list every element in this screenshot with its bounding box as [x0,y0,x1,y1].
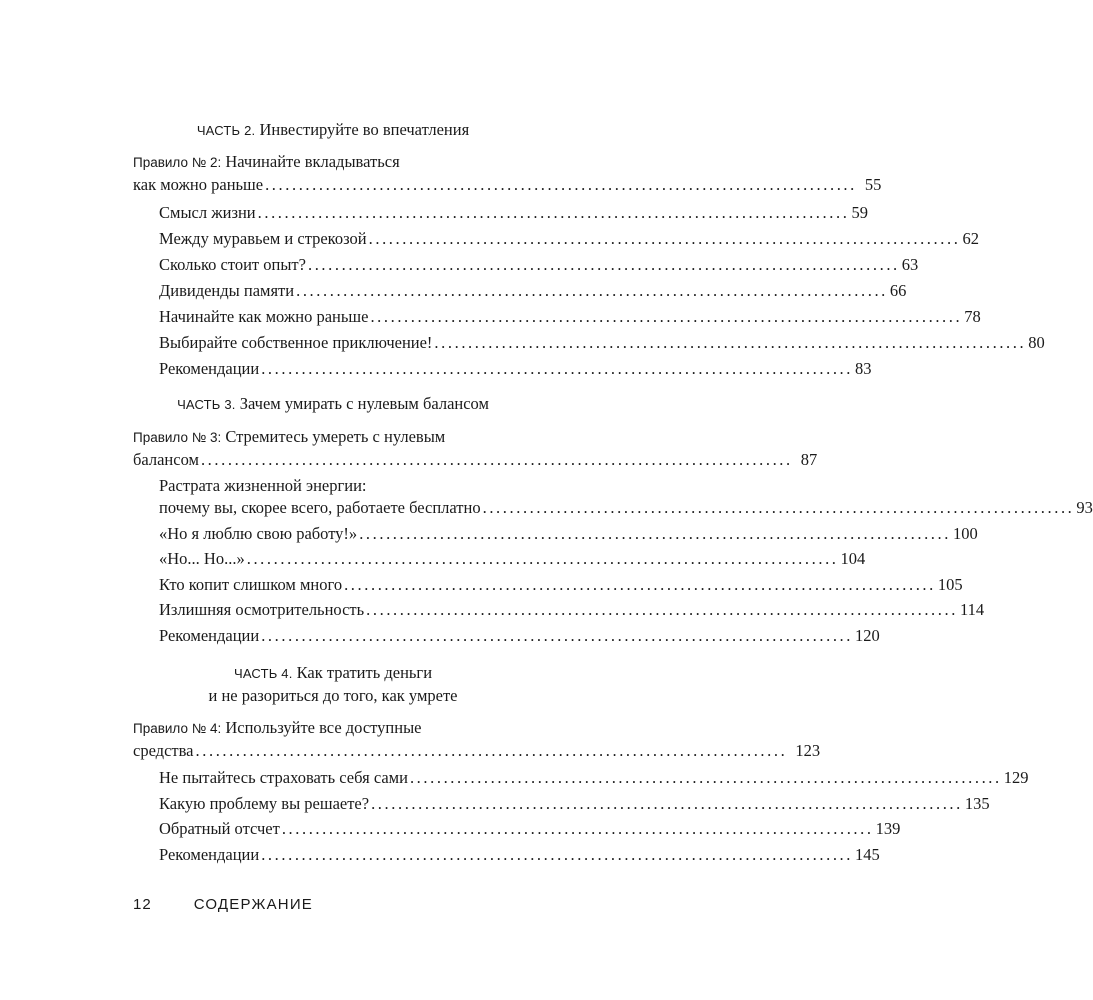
toc-entry-priklyuchenie[interactable] [159,332,1045,354]
toc-entry-page: 135 [964,794,990,813]
toc-entry-page: 83 [855,359,872,378]
toc-entry-title: Начинайте как можно раньше [159,307,369,326]
page-footer [133,896,313,913]
toc-entry-title: Сколько стоит опыт? [159,255,306,274]
toc-entry-dividendy-pamyati[interactable] [159,280,907,302]
toc-entry-page: 104 [840,549,866,568]
toc-entry-rekomendatsii-4[interactable] [159,844,880,866]
toc-entry-title: Дивиденды памяти [159,281,295,300]
toc-entry-strahovat-sebya[interactable] [159,767,1029,789]
rule-2[interactable] [133,151,882,196]
page-number: 12 [133,896,152,913]
rule-4-title-line2: средства [133,741,194,760]
toc-entry-page: 120 [855,626,880,645]
toc-entry-title: Не пытайтесь страховать себя сами [159,768,408,787]
part-2-heading [0,119,666,142]
part-2-label: ЧАСТЬ 2. [196,123,256,138]
leader-dots: ........................................................................................ [200,450,793,469]
toc-entry-skolko-stoit-opyt[interactable] [159,254,919,276]
rule-3-page: 87 [800,450,818,469]
toc-entry-title: почему вы, скорее всего, работаете бесплатно [159,498,481,517]
rule-3-title-line2: балансом [133,450,199,469]
toc-entry-page: 62 [962,229,979,248]
toc-entry-title: Смысл жизни [159,203,256,222]
toc-entry-page: 66 [889,281,907,300]
rule-3-title-line1: Стремитесь умереть с нулевым [225,427,446,446]
toc-entry-muravey-strekoza[interactable] [159,228,979,250]
leader-dots: ........................................................................................ [261,626,854,645]
part-4-title-line1: Как тратить деньги [296,663,433,682]
rule-4[interactable] [133,717,821,762]
toc-entry-page: 63 [901,255,919,274]
toc-entry-obratny-otschet[interactable] [159,818,901,840]
leader-dots: ........................................................................................ [246,549,839,568]
toc-entry-title: Обратный отсчет [159,819,280,838]
rule-2-page: 55 [864,175,882,194]
part-4-heading [0,662,666,707]
toc-entry-title: «Но... Но...» [159,549,245,568]
leader-dots: ........................................................................................ [359,524,951,543]
rule-2-title-line2: как можно раньше [133,175,264,194]
toc-entry-no-no[interactable] [159,548,866,570]
leader-dots: ........................................................................................ [482,498,1075,517]
toc-entry-title: Рекомендации [159,845,260,864]
rule-3[interactable] [133,426,818,471]
rule-4-title-line1: Используйте все доступные [225,718,422,737]
toc-entry-title: Рекомендации [159,359,260,378]
rule-3-label: Правило № 3: [133,430,222,445]
toc-entry-page: 114 [959,600,985,619]
toc-entry-title: «Но я люблю свою работу!» [159,524,358,543]
leader-dots: ........................................................................................ [281,819,874,838]
leader-dots: ........................................................................................ [195,741,788,760]
toc-entry-rekomendatsii-2[interactable] [159,358,872,380]
toc-entry-page: 129 [1003,768,1029,787]
leader-dots: ........................................................................................ [368,229,961,248]
leader-dots: ........................................................................................ [366,600,958,619]
leader-dots: ........................................................................................ [257,203,850,222]
toc-entry-title: Рекомендации [159,626,260,645]
part-2-title: Инвестируйте во впечатления [259,120,470,139]
toc-entry-lyublyu-rabotu[interactable] [159,523,978,545]
leader-dots: ........................................................................................ [296,281,888,300]
leader-dots: ........................................................................................ [265,175,857,194]
leader-dots: ........................................................................................ [409,768,1002,787]
part-4-title-line2: и не разориться до того, как умрете [208,686,458,705]
leader-dots: ........................................................................................ [344,575,936,594]
toc-entry-page: 100 [953,524,978,543]
toc-entry-smysl-zhizni[interactable] [159,202,868,224]
toc-entry-page: 139 [875,819,901,838]
leader-dots: ........................................................................................ [370,307,963,326]
toc-entry-rekomendatsii-3[interactable] [159,625,880,647]
part-3-title: Зачем умирать с нулевым балансом [239,394,489,413]
toc-entry-title: Какую проблему вы решаете? [159,794,370,813]
running-section-title: СОДЕРЖАНИЕ [193,896,314,913]
leader-dots: ........................................................................................ [434,333,1027,352]
toc-entry-osmotritelnost[interactable] [159,599,985,621]
part-3-heading [0,393,666,416]
part-3-label: ЧАСТЬ 3. [177,397,236,412]
toc-entry-title: Кто копит слишком много [159,575,343,594]
toc-entry-title: Излишняя осмотрительность [159,600,365,619]
toc-entry-page: 105 [937,575,963,594]
toc-entry-page: 145 [855,845,880,864]
toc-entry-rastrata-energii[interactable] [159,475,1093,519]
toc-entry-nachinayte-ranshe[interactable] [159,306,981,328]
part-4-label: ЧАСТЬ 4. [233,666,293,681]
toc-entry-page: 80 [1028,333,1045,352]
leader-dots: ........................................................................................ [307,255,900,274]
leader-dots: ........................................................................................ [261,359,854,378]
toc-entry-kopit-mnogo[interactable] [159,574,963,596]
toc-entry-title: Выбирайте собственное приключение! [159,333,433,352]
toc-entry-title: Между муравьем и стрекозой [159,229,367,248]
toc-entry-page: 93 [1076,498,1093,517]
toc-entry-page: 78 [964,307,981,326]
rule-4-label: Правило № 4: [133,721,222,736]
toc-entry-page: 59 [851,203,868,222]
leader-dots: ........................................................................................ [371,794,963,813]
leader-dots: ........................................................................................ [261,845,854,864]
toc-entry-kakuyu-problemu[interactable] [159,793,990,815]
rule-4-page: 123 [795,741,821,760]
rule-2-label: Правило № 2: [133,155,222,170]
toc-entry-title-line1: Растрата жизненной энергии: [159,476,367,495]
rule-2-title-line1: Начинайте вкладываться [225,152,400,171]
